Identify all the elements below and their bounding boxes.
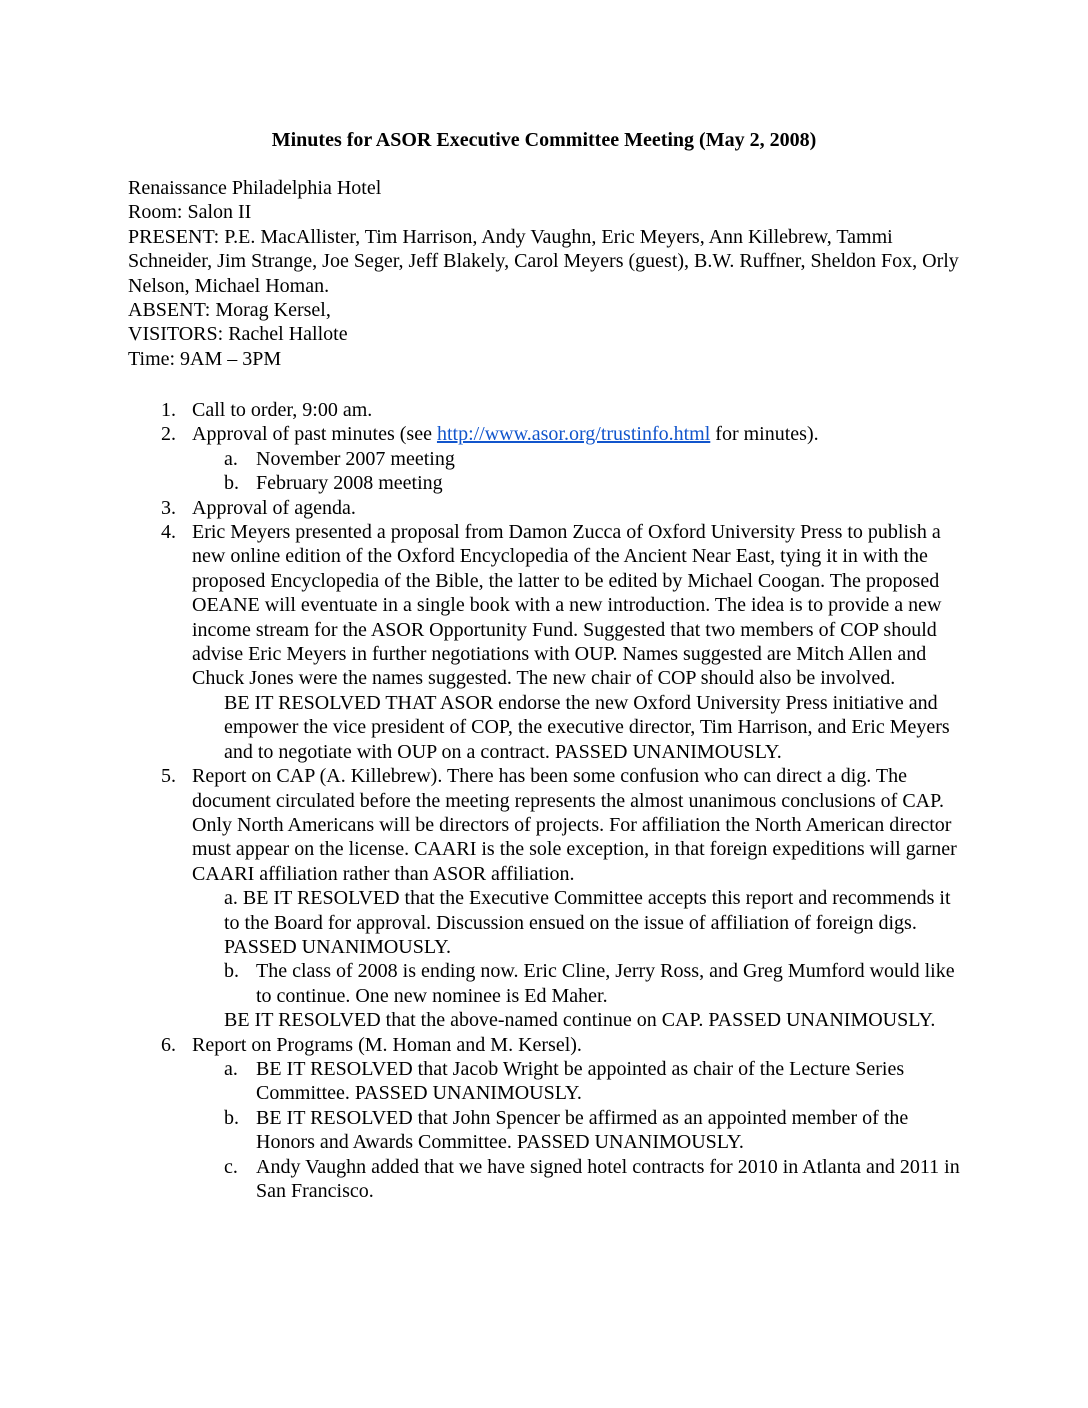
resolution-text: BE IT RESOLVED THAT ASOR endorse the new Oxford University Press initiative and empower the vice president of COP, the executive director, Tim Harrison, and Eric Meyers and to negotiate with OUP on a contract. PASSED UNANIMOUSLY. [224,691,950,763]
item-number: 5. [161,765,176,788]
sub-item-text: February 2008 meeting [256,472,443,495]
list-item [128,764,968,886]
venue-line: Renaissance Philadelphia Hotel [128,177,382,199]
sub-list-item [128,1057,968,1106]
room-line: Room: Salon II [128,201,252,224]
sub-list-item [128,959,968,1008]
item-number: 3. [161,496,176,519]
time-line: Time: 9AM – 3PM [128,347,282,370]
list-item [128,520,968,691]
resolution-text: a. BE IT RESOLVED that the Executive Committee accepts this report and recommends it to the Board for approval. Discussion ensued on the issue of affiliation of foreign digs. PASSED UNANIMOUSLY. [224,887,951,958]
sub-item-letter: c. [224,1155,238,1178]
list-item [128,1033,968,1057]
document-title: Minutes for ASOR Executive Committee Meeting (May 2, 2008) [271,129,817,151]
list-item [128,398,968,422]
item-text: Call to order, 9:00 am. [192,399,373,421]
sub-list-item [128,1106,968,1155]
minutes-link[interactable]: http://www.asor.org/trustinfo.html [436,423,711,446]
sub-list-item [128,471,968,495]
item-number: 4. [161,521,176,544]
item-number: 6. [161,1033,176,1056]
item-number: 2. [161,423,176,446]
item-number: 1. [161,399,176,421]
item-text: Report on Programs (M. Homan and M. Kersel). [192,1033,582,1056]
sub-item-text: BE IT RESOLVED that Jacob Wright be appointed as chair of the Lecture Series Committee. PASSED UNANIMOUSLY. [256,1057,905,1105]
sub-list-item [128,447,968,471]
item-text: Eric Meyers presented a proposal from Damon Zucca of Oxford University Press to publish a new online edition of the Oxford Encyclopedia of the Ancient Near East, tying it in with the proposed Encyclopedia of the Bible, the latter to be edited by Michael Coogan. The proposed OEANE will eventuate in a single book with a new introduction. The idea is to provide a new income stream for the ASOR Opportunity Fund. Suggested that two members of COP should advise Eric Meyers in further negotiations with OUP. Names suggested are Mitch Allen and Chuck Jones were the names suggested. The new chair of COP should also be involved. [192,521,942,690]
meeting-header [128,176,968,371]
sub-item-text: November 2007 meeting [256,447,455,470]
item-text: Approval of agenda. [192,496,356,519]
sub-item-letter: b. [224,960,239,983]
absent-line: ABSENT: Morag Kersel, [128,299,331,322]
item-text-prefix: Approval of past minutes (see [192,423,437,446]
item-text-suffix: for minutes). [710,423,819,446]
sub-item-letter: a. [224,1057,238,1080]
sub-item-text: Andy Vaughn added that we have signed hotel contracts for 2010 in Atlanta and 2011 in San Francisco. [256,1155,960,1202]
agenda-list [128,398,968,1203]
list-item [128,496,968,520]
sub-item-letter: b. [224,472,239,495]
sub-item-text: The class of 2008 is ending now. Eric Cline, Jerry Ross, and Greg Mumford would like to continue. One new nominee is Ed Maher. [256,960,955,1007]
sub-list-item [128,1155,968,1204]
resolution-text: BE IT RESOLVED that the above-named continue on CAP. PASSED UNANIMOUSLY. [224,1009,936,1032]
present-line: PRESENT: P.E. MacAllister, Tim Harrison, Andy Vaughn, Eric Meyers, Ann Killebrew, Tammi Schneider, Jim Strange, Joe Seger, Jeff Blakely, Carol Meyers (guest), B.W. Ruffner, Sheldon Fox, Orly Nelson, Michael Homan. [128,225,959,297]
sub-item-text: BE IT RESOLVED that John Spencer be affirmed as an appointed member of the Honors and Awards Committee. PASSED UNANIMOUSLY. [256,1106,909,1154]
list-item [128,422,968,446]
item-text: Report on CAP (A. Killebrew). There has been some confusion who can direct a dig. The document circulated before the meeting represents the almost unanimous conclusions of CAP. Only North Americans will be directors of projects. For affiliation the North American director must appear on the license. CAARI is the sole exception, in that foreign expeditions will garner CAARI affiliation rather than ASOR affiliation. [192,765,957,885]
sub-item-letter: b. [224,1106,239,1129]
visitors-line: VISITORS: Rachel Hallote [128,323,348,346]
sub-item-letter: a. [224,447,238,470]
